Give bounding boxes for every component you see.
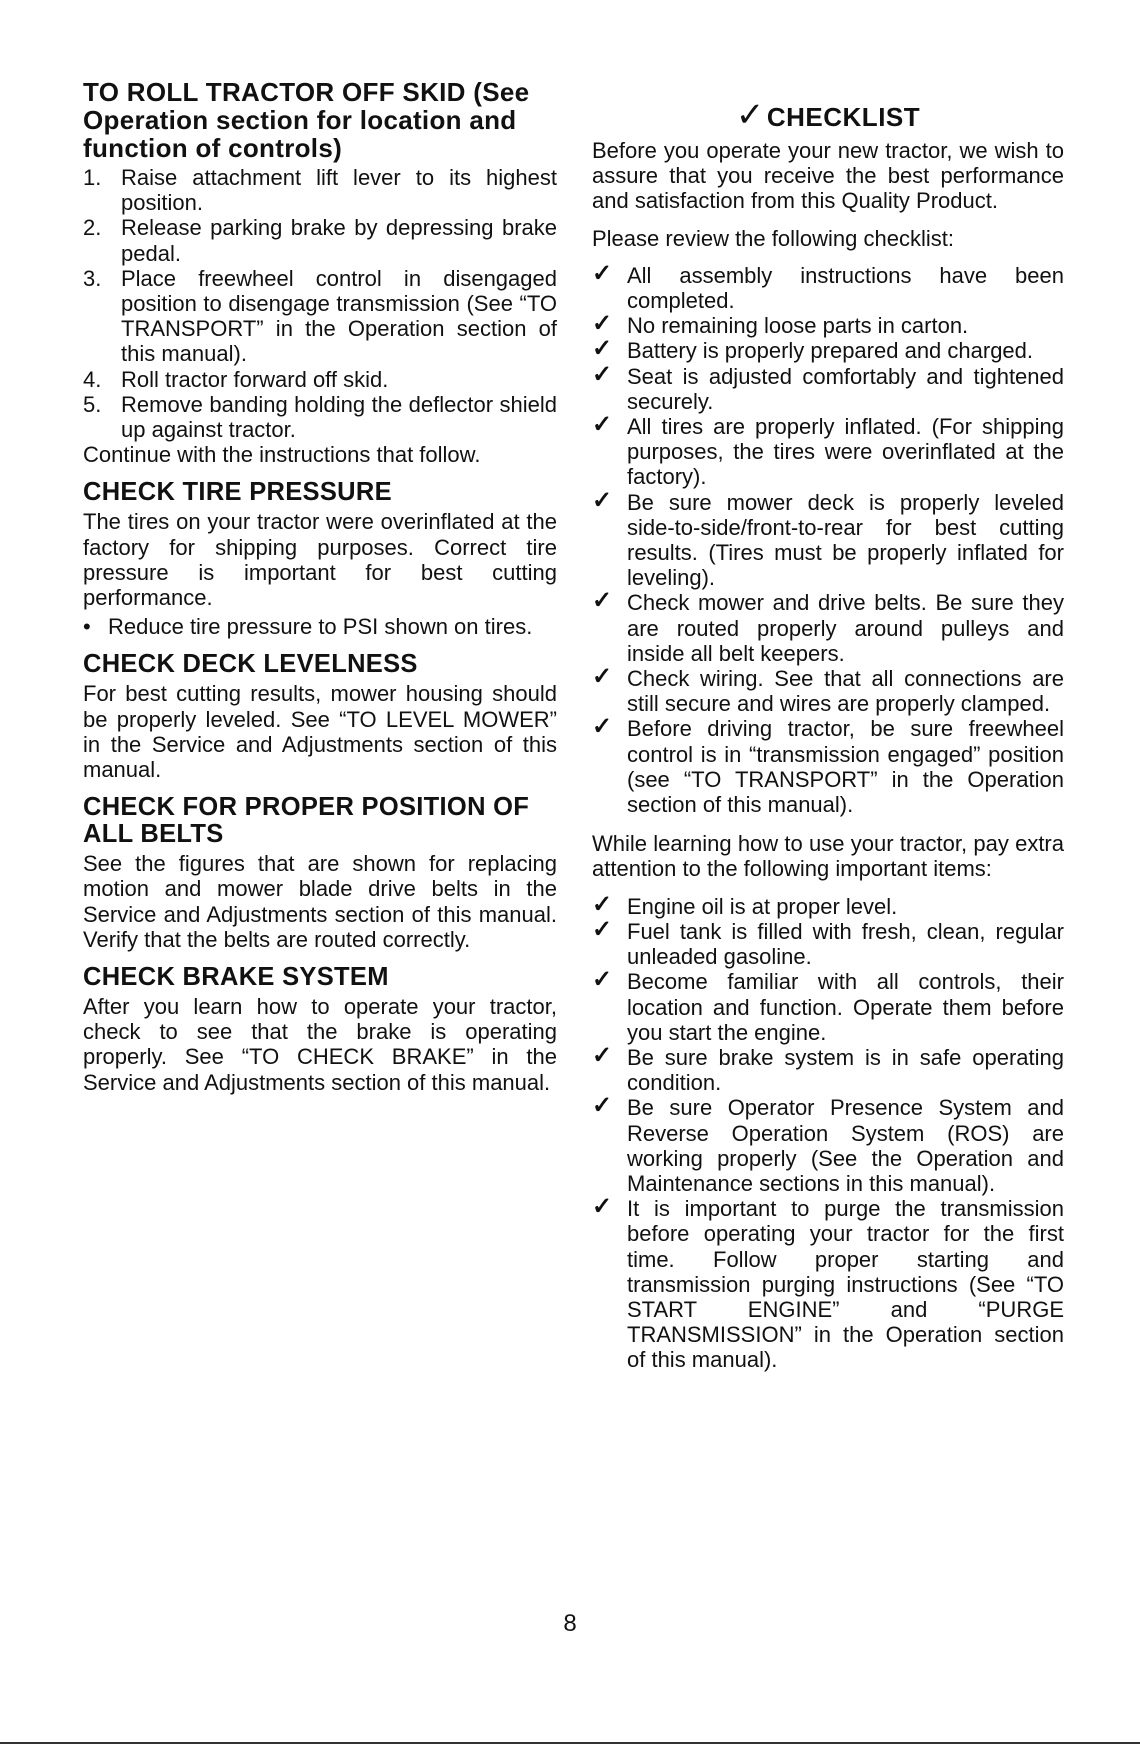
check-icon: ✓ bbox=[592, 259, 613, 287]
belts-position-text: See the figures that are shown for replacing motion and mower blade drive belts in the Service and Adjustments section of this manual. Verify that the belts are routed correctly. bbox=[83, 851, 557, 952]
tire-pressure-text: The tires on your tractor were overinflated at the factory for shipping purposes. Correct tire pressure is important for best cutting performance. bbox=[83, 509, 557, 611]
tire-pressure-bullet: • Reduce tire pressure to PSI shown on tires. bbox=[83, 614, 533, 640]
check-icon: ✓ bbox=[592, 1092, 613, 1120]
left-column bbox=[83, 78, 557, 1107]
checklist-item: ✓ All tires are properly inflated. (For shipping purposes, the tires were overinflated at the factory). bbox=[592, 411, 1064, 490]
checklist-review: Please review the following checklist: bbox=[592, 225, 954, 251]
continue-text: Continue with the instructions that follow. bbox=[83, 442, 481, 468]
check-icon: ✓ bbox=[592, 663, 613, 691]
checklist-item: ✓ Be sure mower deck is properly leveled side-to-side/front-to-rear for best cutting results. (Tires must be properly inflated for leveling). bbox=[592, 486, 1064, 591]
checklist-intro: Before you operate your new tractor, we wish to assure that you receive the best performance and satisfaction from this Quality Product. bbox=[592, 138, 1064, 214]
brake-system-text: After you learn how to operate your tractor, check to see that the brake is operating properly. See “TO CHECK BRAKE” in the Service and Adjustments section of this manual. bbox=[83, 994, 557, 1095]
checklist-heading: ✓CHECKLIST bbox=[735, 96, 921, 134]
step-item: 4. Roll tractor forward off skid. bbox=[83, 366, 389, 392]
check-icon: ✓ bbox=[592, 915, 613, 943]
check-icon: ✓ bbox=[592, 890, 613, 918]
roll-off-skid-steps bbox=[83, 165, 557, 442]
checklist bbox=[592, 259, 1064, 818]
footer-rule bbox=[0, 1742, 1140, 1744]
learning-text: While learning how to use your tractor, pay extra attention to the following important items: bbox=[592, 831, 1064, 882]
check-icon: ✓ bbox=[592, 1193, 613, 1221]
step-item: 1. Raise attachment lift lever to its highest position. bbox=[83, 165, 557, 216]
roll-off-skid-heading: TO ROLL TRACTOR OFF SKID (See Operation section for location and function of controls) bbox=[83, 77, 530, 163]
tire-pressure-heading: CHECK TIRE PRESSURE bbox=[83, 478, 392, 507]
check-icon: ✓ bbox=[592, 966, 613, 994]
step-item: 5. Remove banding holding the deflector shield up against tractor. bbox=[83, 391, 557, 443]
checklist-item: ✓ No remaining loose parts in carton. bbox=[592, 310, 969, 339]
important-item: ✓ Fuel tank is filled with fresh, clean, regular unleaded gasoline. bbox=[592, 915, 1064, 970]
checklist-item: ✓ Check mower and drive belts. Be sure they are routed properly around pulleys and inside all belt keepers. bbox=[592, 587, 1064, 666]
checklist-item: ✓ Check wiring. See that all connections are still secure and wires are properly clamped. bbox=[592, 663, 1064, 717]
checklist-item: ✓ Seat is adjusted comfortably and tightened securely. bbox=[592, 360, 1064, 414]
check-icon: ✓ bbox=[735, 96, 765, 134]
important-item: ✓ Be sure Operator Presence System and Reverse Operation System (ROS) are working properly (See the Operation and Maintenance sections in this manual). bbox=[592, 1092, 1064, 1196]
brake-system-heading: CHECK BRAKE SYSTEM bbox=[83, 963, 389, 992]
check-icon: ✓ bbox=[592, 411, 613, 439]
deck-levelness-heading: CHECK DECK LEVELNESS bbox=[83, 650, 418, 679]
important-item: ✓ Become familiar with all controls, their location and function. Operate them before you start the engine. bbox=[592, 966, 1064, 1045]
step-item: 3. Place freewheel control in disengaged position to disengage transmission (See “TO TRANSPORT” in the Operation section of this manual). bbox=[83, 265, 557, 367]
check-icon: ✓ bbox=[592, 713, 613, 741]
important-items bbox=[592, 890, 1064, 1373]
check-icon: ✓ bbox=[592, 360, 613, 388]
check-icon: ✓ bbox=[592, 587, 613, 615]
important-item: ✓ Be sure brake system is in safe operating condition. bbox=[592, 1041, 1064, 1096]
important-item: ✓ Engine oil is at proper level. bbox=[592, 890, 898, 919]
check-icon: ✓ bbox=[592, 1041, 613, 1069]
bullet-icon: • bbox=[83, 614, 91, 640]
page-number: 8 bbox=[563, 1610, 577, 1637]
right-column bbox=[592, 78, 1064, 1387]
important-item: ✓ It is important to purge the transmission before operating your tractor for the first time. Follow proper starting and transmission purging instructions (See “TO START ENGINE” and “PURGE TRANSMISSION” in the Operation section of this manual). bbox=[592, 1193, 1064, 1373]
check-icon: ✓ bbox=[592, 310, 613, 338]
deck-levelness-text: For best cutting results, mower housing should be properly leveled. See “TO LEVEL MOWER” in the Service and Adjustments section of this manual. bbox=[83, 681, 557, 783]
check-icon: ✓ bbox=[592, 335, 613, 363]
checklist-item: ✓ Battery is properly prepared and charged. bbox=[592, 335, 1034, 364]
belts-position-heading: CHECK FOR PROPER POSITION OF ALL BELTS bbox=[83, 793, 530, 849]
checklist-item: ✓ Before driving tractor, be sure freewheel control is in “transmission engaged” position (see “TO TRANSPORT” in the Operation section of this manual). bbox=[592, 713, 1064, 818]
step-item: 2. Release parking brake by depressing brake pedal. bbox=[83, 215, 557, 266]
checklist-item: ✓ All assembly instructions have been completed. bbox=[592, 259, 1064, 314]
check-icon: ✓ bbox=[592, 486, 613, 514]
